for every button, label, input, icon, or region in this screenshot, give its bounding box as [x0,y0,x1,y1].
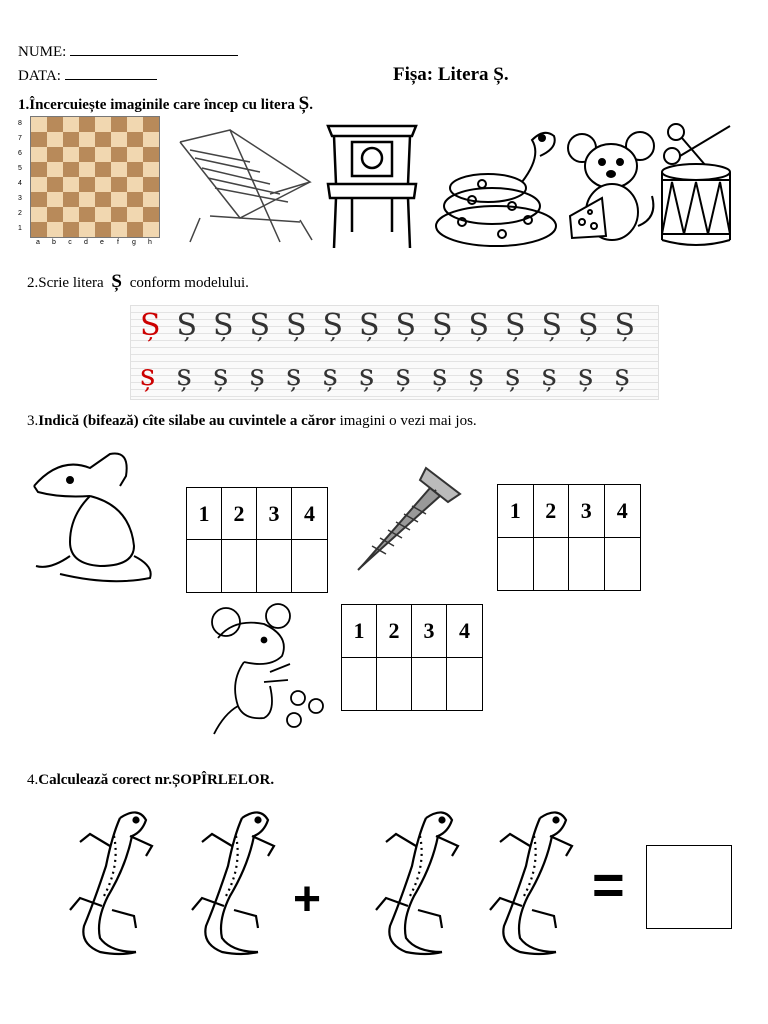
chess-rank-label: 2 [18,210,22,217]
tracing-glyph: ș [176,358,192,393]
mouse-check-3[interactable] [412,658,447,711]
chess-square [31,117,47,132]
chess-square [47,132,63,147]
chess-square [143,132,159,147]
chess-square [111,192,127,207]
chess-rank-label: 4 [18,180,22,187]
mouse-option-4: 4 [447,605,482,658]
screw-check-4[interactable] [605,538,641,591]
chess-square [47,147,63,162]
chess-square [127,132,143,147]
plus-sign: + [293,873,322,926]
rat-image [30,446,156,584]
chess-square [47,162,63,177]
chess-square [63,117,79,132]
chess-square [127,147,143,162]
tracing-glyph: Ș [614,308,636,343]
chess-square [95,147,111,162]
lizard-image-1 [50,806,158,958]
name-field[interactable] [70,55,238,56]
screw-check-1[interactable] [498,538,534,591]
chess-file-label: b [52,239,56,246]
chess-square [111,177,127,192]
tracing-glyph: ș [140,358,156,393]
tracing-glyph: Ș [505,308,526,343]
chess-square [47,192,63,207]
chess-square [143,147,159,162]
chess-file-label: g [132,239,136,246]
mouse-option-3: 3 [412,605,447,658]
mouse-check-4[interactable] [447,658,482,711]
ex4-number: 4. [27,772,39,788]
tracing-glyph: Ș [213,308,234,343]
chess-square [95,192,111,207]
chess-square [143,162,159,177]
chess-square [111,222,127,237]
screw-option-2: 2 [534,485,570,538]
ex3-number: 3. [27,413,39,429]
chair-image[interactable] [322,120,422,252]
mouse-check-1[interactable] [342,658,377,711]
chess-square [79,177,95,192]
tracing-glyph: Ș [432,308,453,343]
chess-square [63,147,79,162]
chess-square [143,222,159,237]
deck-chair-image[interactable] [170,122,320,250]
chess-square [31,222,47,237]
chess-rank-label: 7 [18,135,22,142]
mouse-check-2[interactable] [377,658,412,711]
chess-rank-label: 3 [18,195,22,202]
rat-option-4: 4 [292,488,327,540]
lizard-image-4 [470,806,578,958]
chess-square [79,147,95,162]
chess-square [31,132,47,147]
tracing-glyph: Ș [140,308,161,343]
ex1-letter: Ș [298,93,310,114]
screw-check-3[interactable] [569,538,605,591]
tracing-glyph: ș [614,358,630,393]
equals-sign: = [592,853,625,916]
chess-square [95,207,111,222]
chess-square [63,162,79,177]
chess-square [127,162,143,177]
chess-file-label: a [36,239,40,246]
ex2-letter: Ș [111,271,122,292]
ex3-instruction [27,413,477,430]
tracing-glyph: ș [432,358,448,393]
chess-square [47,207,63,222]
ex1-text: Încercuiește imaginile care încep cu litera [29,97,295,113]
rat-option-1: 1 [187,488,222,540]
rat-option-3: 3 [257,488,292,540]
ex1-instruction [18,93,313,115]
chess-square [95,177,111,192]
chess-square [79,117,95,132]
chess-square [95,162,111,177]
rat-check-1[interactable] [187,540,222,592]
ex2-text-after: conform modelului. [129,275,249,291]
ex4-text: Calculează corect nr.ȘOPÎRLELOR. [38,772,275,788]
tracing-glyph: ș [322,358,338,393]
chess-square [31,162,47,177]
ex1-end: . [309,97,313,113]
chess-square [79,192,95,207]
tracing-glyph: Ș [468,308,490,343]
chess-square [31,192,47,207]
chess-square [63,192,79,207]
chess-square [63,132,79,147]
ex3-bold-text: Indică (bifează) cîte silabe au cuvintele a căror [38,413,336,429]
syllable-table-screw [497,484,641,591]
chess-file-label: e [100,239,104,246]
chess-square [47,222,63,237]
chess-square [95,132,111,147]
chess-file-label: h [148,239,152,246]
drum-image[interactable] [658,122,734,252]
tracing-glyph: ș [249,358,265,393]
ex4-instruction [27,772,274,789]
tracing-glyph: ș [505,358,521,393]
screw-option-4: 4 [605,485,641,538]
tracing-glyph: ș [541,358,557,393]
chess-square [95,117,111,132]
tracing-glyph: ș [213,358,229,393]
chess-square [79,207,95,222]
page-title: Fișa: Litera Ș. [393,64,509,85]
syllable-table-mouse [341,604,483,711]
tracing-glyph: Ș [359,308,380,343]
chess-square [111,207,127,222]
ex3-text-after: imagini o vezi mai jos. [339,413,477,429]
chess-square [143,207,159,222]
chess-rank-label: 6 [18,150,22,157]
tracing-glyph: ș [359,358,375,393]
date-field[interactable] [65,79,157,80]
chess-square [63,177,79,192]
answer-box[interactable] [646,845,732,929]
syllable-table-rat [186,487,328,593]
rat-option-2: 2 [222,488,257,540]
mouse-option-1: 1 [342,605,377,658]
chess-square [143,192,159,207]
chess-rank-label: 1 [18,225,22,232]
screw-option-3: 3 [569,485,605,538]
tracing-glyph: Ș [286,308,307,343]
chess-square [111,132,127,147]
tracing-glyph: Ș [541,308,563,343]
chess-square [31,207,47,222]
chess-square [127,192,143,207]
screw-option-1: 1 [498,485,534,538]
chess-square [79,222,95,237]
ex2-instruction [27,271,249,293]
mouse-with-cheese-image[interactable] [566,126,658,248]
ex1-number: 1. [18,97,30,113]
chess-square [31,177,47,192]
chess-square [63,222,79,237]
tracing-glyph: ș [286,358,302,393]
chess-square [79,132,95,147]
chess-square [111,147,127,162]
chess-square [111,162,127,177]
chess-square [127,177,143,192]
rat-check-4[interactable] [292,540,327,592]
lizard-image-2 [172,806,280,958]
chess-square [127,117,143,132]
name-line [18,44,238,61]
chess-file-label: f [117,239,119,246]
chess-square [143,117,159,132]
date-label: DATA: [18,68,61,84]
mouse-with-flowers-image [204,602,338,740]
chess-square [127,222,143,237]
rat-check-2[interactable] [222,540,257,592]
chess-file-label: d [84,239,88,246]
chess-square [79,162,95,177]
chessboard-image[interactable] [18,116,158,250]
tracing-glyph: Ș [578,308,599,343]
screw-check-2[interactable] [534,538,570,591]
chess-square [95,222,111,237]
chess-rank-label: 8 [18,120,22,127]
chess-file-label: c [68,239,72,246]
chess-square [31,147,47,162]
tracing-glyph: Ș [176,308,198,343]
chess-square [63,207,79,222]
rat-check-3[interactable] [257,540,292,592]
name-label: NUME: [18,44,67,60]
chess-square [111,117,127,132]
tracing-glyph: ș [395,358,411,393]
tracing-glyph: ș [468,358,484,393]
chess-square [143,177,159,192]
tracing-glyph: Ș [322,308,344,343]
snake-image[interactable] [432,126,560,250]
chess-square [47,177,63,192]
chess-square [127,207,143,222]
mouse-option-2: 2 [377,605,412,658]
tracing-glyph: Ș [395,308,417,343]
lizard-image-3 [356,806,464,958]
tracing-glyph: Ș [249,308,271,343]
screw-image [352,466,462,574]
chess-square [47,117,63,132]
date-line [18,68,157,85]
chess-rank-label: 5 [18,165,22,172]
tracing-glyph: ș [578,358,594,393]
ex2-text-before: 2.Scrie litera [27,275,104,291]
